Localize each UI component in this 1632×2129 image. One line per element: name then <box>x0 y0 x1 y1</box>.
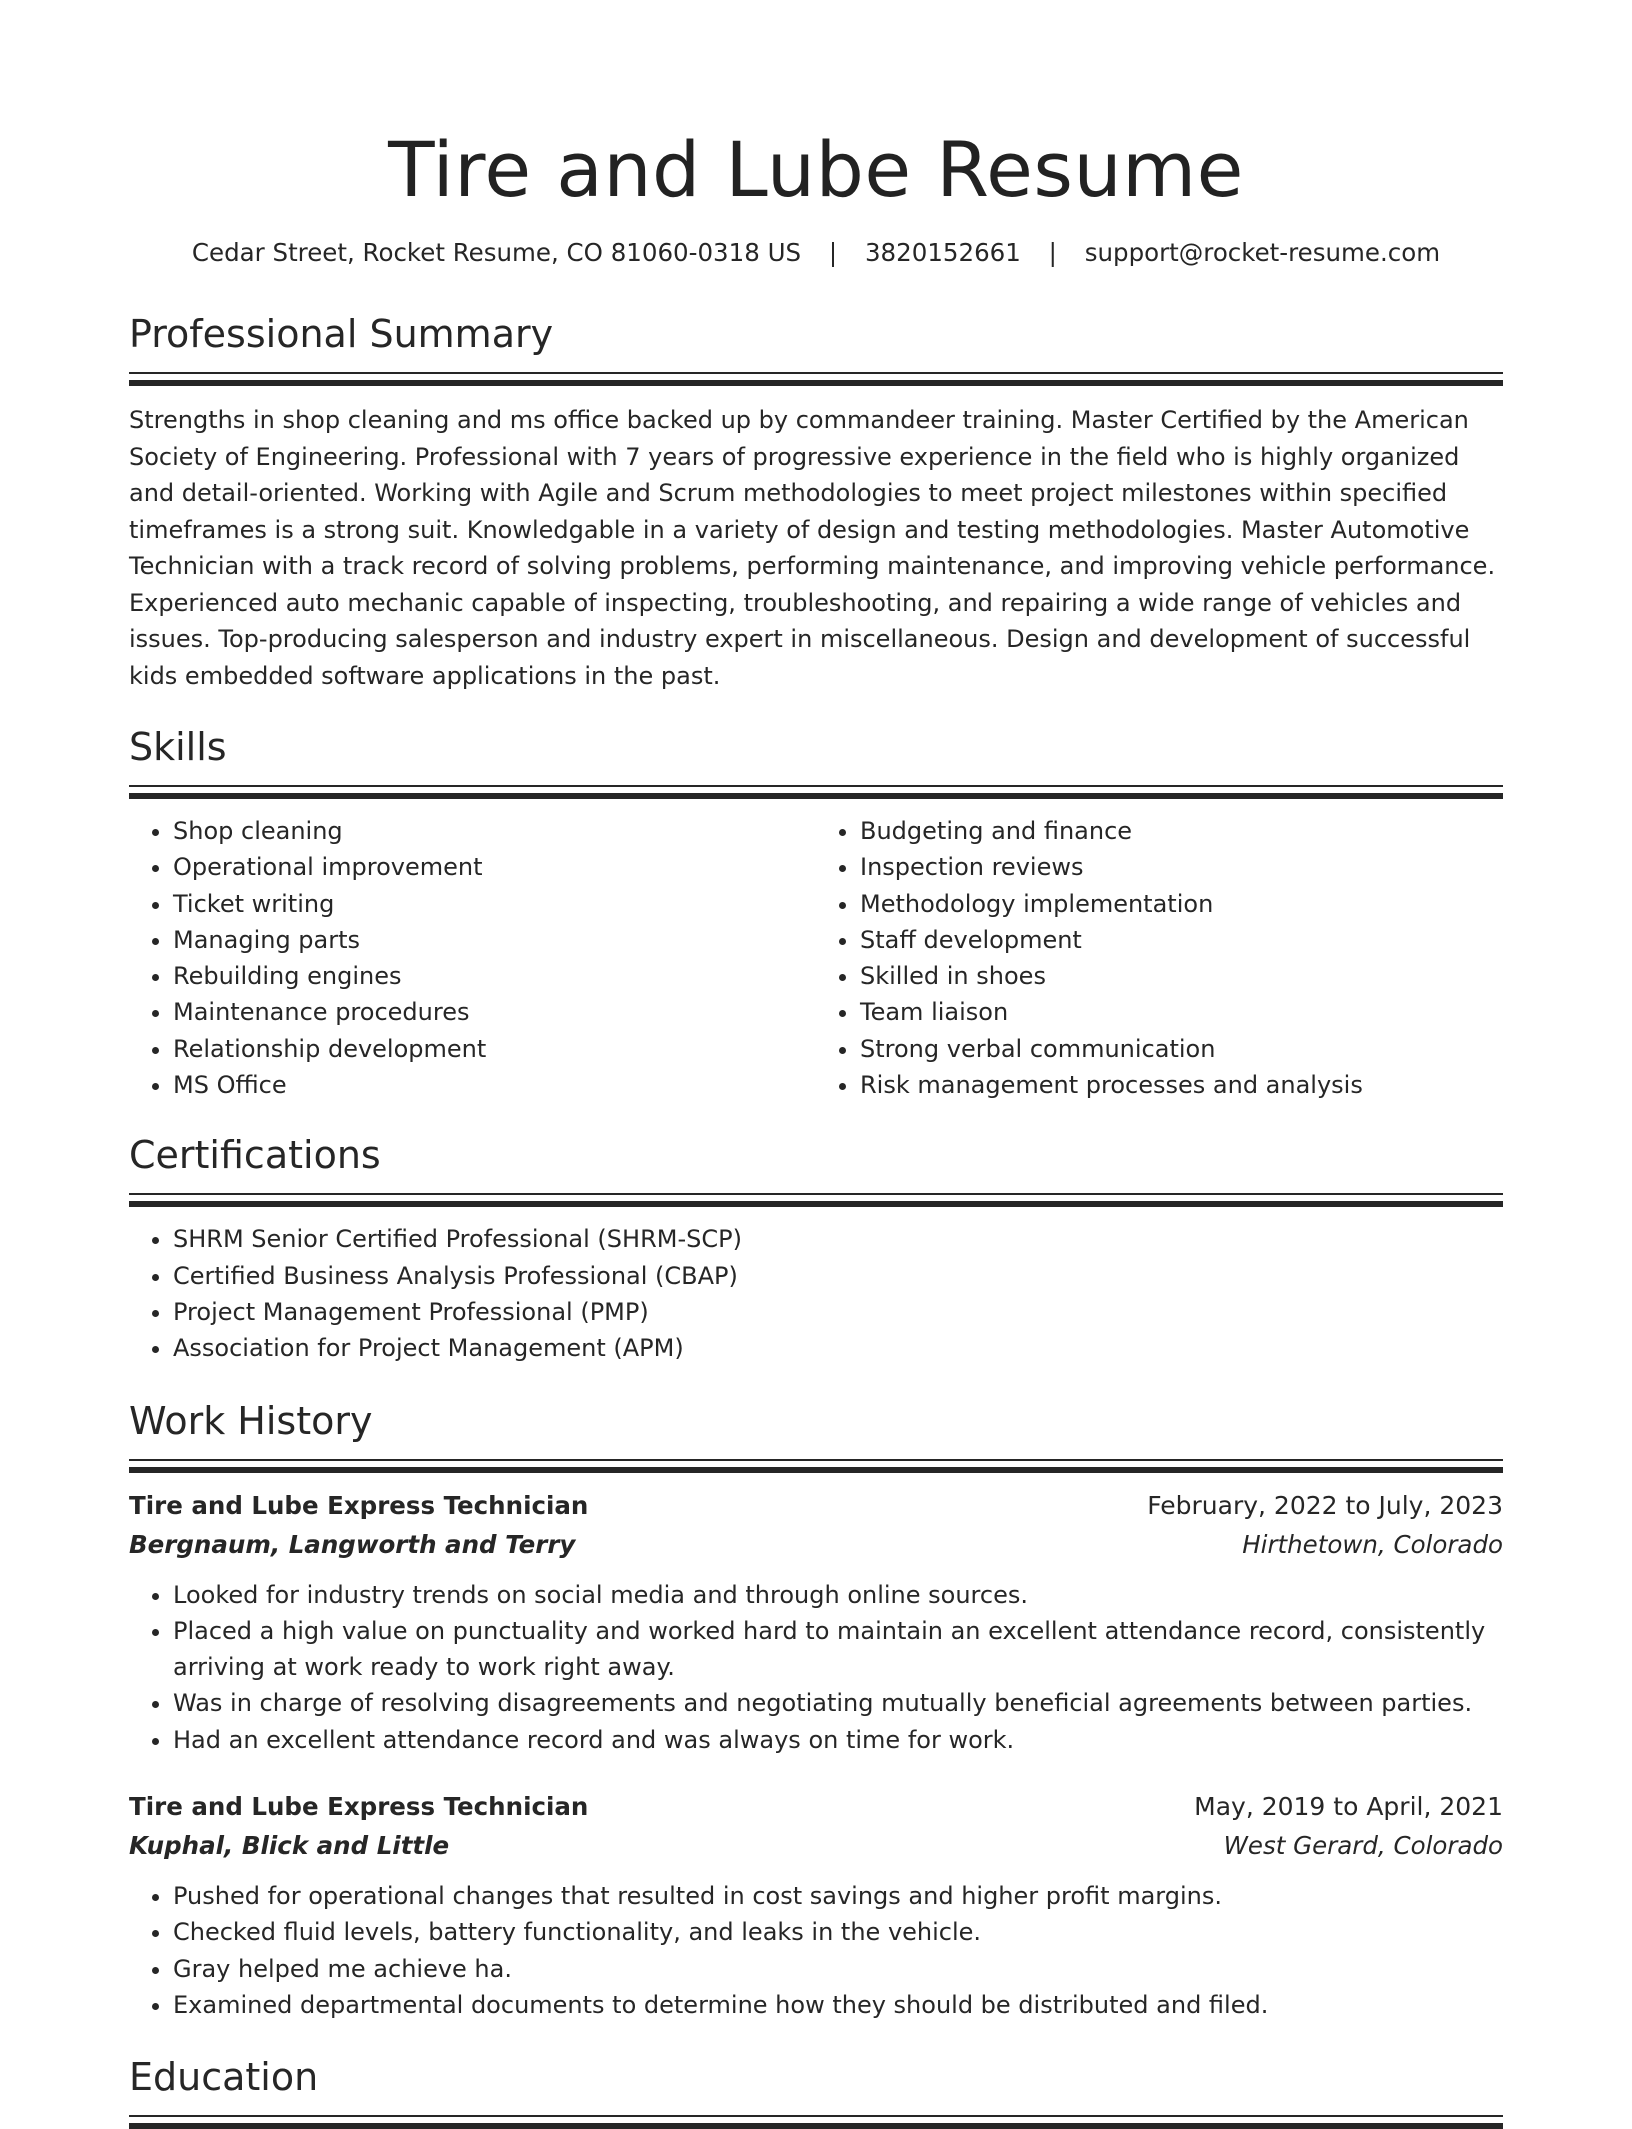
certification-item: • SHRM Senior Certified Professional (SHRM-SCP) <box>173 1221 1503 1257</box>
work-history-section <box>129 1397 1503 2024</box>
job-bullet: • Gray helped me achieve ha. <box>173 1951 1503 1987</box>
job-dates: February, 2022 to July, 2023 <box>1147 1490 1503 1520</box>
job-dates: May, 2019 to April, 2021 <box>1194 1792 1503 1822</box>
section-title-skills: Skills <box>129 725 227 769</box>
skills-column-left <box>129 813 816 1103</box>
skill-item: • Ticket writing <box>173 886 816 922</box>
contact-line <box>129 236 1503 270</box>
job-subheader <box>129 1525 1503 1565</box>
certification-item: • Project Management Professional (PMP) <box>173 1294 1503 1330</box>
contact-email: support@rocket-resume.com <box>1084 238 1441 267</box>
skills-list-right <box>816 813 1503 1103</box>
section-title-work-history: Work History <box>129 1398 373 1443</box>
job-bullets <box>129 1878 1503 2023</box>
section-divider <box>129 1459 1503 1473</box>
resume-title: Tire and Lube Resume <box>388 125 1244 214</box>
job-bullet: • Was in charge of resolving disagreements and negotiating mutually beneficial agreements between parties. <box>173 1685 1503 1721</box>
job-bullet: • Looked for industry trends on social media and through online sources. <box>173 1577 1503 1613</box>
certifications-list <box>129 1221 1503 1366</box>
job-entry <box>129 1487 1503 1758</box>
skill-item: • Managing parts <box>173 922 816 958</box>
section-divider <box>129 1193 1503 1207</box>
job-header <box>129 1487 1503 1525</box>
contact-separator: | <box>828 238 838 267</box>
education-section <box>129 2053 1503 2129</box>
job-subheader <box>129 1826 1503 1866</box>
skill-item: • Strong verbal communication <box>860 1031 1503 1067</box>
contact-phone: 3820152661 <box>864 238 1021 267</box>
skill-item: • Shop cleaning <box>173 813 816 849</box>
job-location: Hirthetown, Colorado <box>1242 1529 1503 1559</box>
summary-section <box>129 310 1503 694</box>
skill-item: • Operational improvement <box>173 849 816 885</box>
certifications-section <box>129 1131 1503 1366</box>
section-title-education: Education <box>129 2055 319 2100</box>
skill-item: • Methodology implementation <box>860 886 1503 922</box>
summary-text: Strengths in shop cleaning and ms office backed up by commandeer training. Master Certified by the American Society of Engineering. Professional with 7 years of progressive experience in the field who is highly organized and detail-oriented. Working with Agile and Scrum methodologies to meet project milestones within specified timeframes is a strong suit. Knowledgable in a variety of design and testing methodologies. Master Automotive Technician with a track record of solving problems, performing maintenance, and improving vehicle performance. Experienced auto mechanic capable of inspecting, troubleshooting, and repairing a wide range of vehicles and issues. Top-producing salesperson and industry expert in miscellaneous. Design and development of successful kids embedded software applications in the past. <box>129 406 1496 690</box>
job-bullet: • Had an excellent attendance record and was always on time for work. <box>173 1722 1503 1758</box>
skills-grid <box>129 813 1503 1103</box>
skill-item: • Relationship development <box>173 1031 816 1067</box>
section-title-certifications: Certifications <box>129 1133 381 1178</box>
certification-item: • Association for Project Management (APM) <box>173 1330 1503 1366</box>
section-divider <box>129 372 1503 386</box>
skills-list-left <box>129 813 816 1103</box>
section-divider <box>129 2115 1503 2129</box>
skills-section <box>129 723 1503 1103</box>
skill-item: • Staff development <box>860 922 1503 958</box>
job-bullet: • Pushed for operational changes that resulted in cost savings and higher profit margins. <box>173 1878 1503 1914</box>
contact-separator: | <box>1048 238 1057 267</box>
skill-item: • Risk management processes and analysis <box>860 1067 1503 1103</box>
job-location: West Gerard, Colorado <box>1223 1831 1503 1861</box>
skill-item: • Budgeting and finance <box>860 813 1503 849</box>
job-title: Tire and Lube Express Technician <box>129 1490 589 1520</box>
skill-item: • Maintenance procedures <box>173 994 816 1030</box>
skills-column-right <box>816 813 1503 1103</box>
skill-item: • Inspection reviews <box>860 849 1503 885</box>
skill-item: • Team liaison <box>860 994 1503 1030</box>
section-title-summary: Professional Summary <box>129 312 554 356</box>
job-header <box>129 1788 1503 1826</box>
section-divider <box>129 785 1503 799</box>
skill-item: • MS Office <box>173 1067 816 1103</box>
skill-item: • Skilled in shoes <box>860 958 1503 994</box>
certification-item: • Certified Business Analysis Professional (CBAP) <box>173 1258 1503 1294</box>
job-company: Kuphal, Blick and Little <box>129 1831 450 1861</box>
job-title: Tire and Lube Express Technician <box>129 1792 589 1822</box>
job-bullet: • Examined departmental documents to determine how they should be distributed and filed. <box>173 1987 1503 2023</box>
job-bullet: • Placed a high value on punctuality and worked hard to maintain an excellent attendance record, consistently arriving at work ready to work right away. <box>173 1613 1503 1686</box>
job-company: Bergnaum, Langworth and Terry <box>129 1529 576 1559</box>
job-bullet: • Checked fluid levels, battery functionality, and leaks in the vehicle. <box>173 1914 1503 1950</box>
job-entry <box>129 1788 1503 2023</box>
skill-item: • Rebuilding engines <box>173 958 816 994</box>
job-bullets <box>129 1577 1503 1758</box>
contact-address: Cedar Street, Rocket Resume, CO 81060-0318 US <box>191 238 802 267</box>
